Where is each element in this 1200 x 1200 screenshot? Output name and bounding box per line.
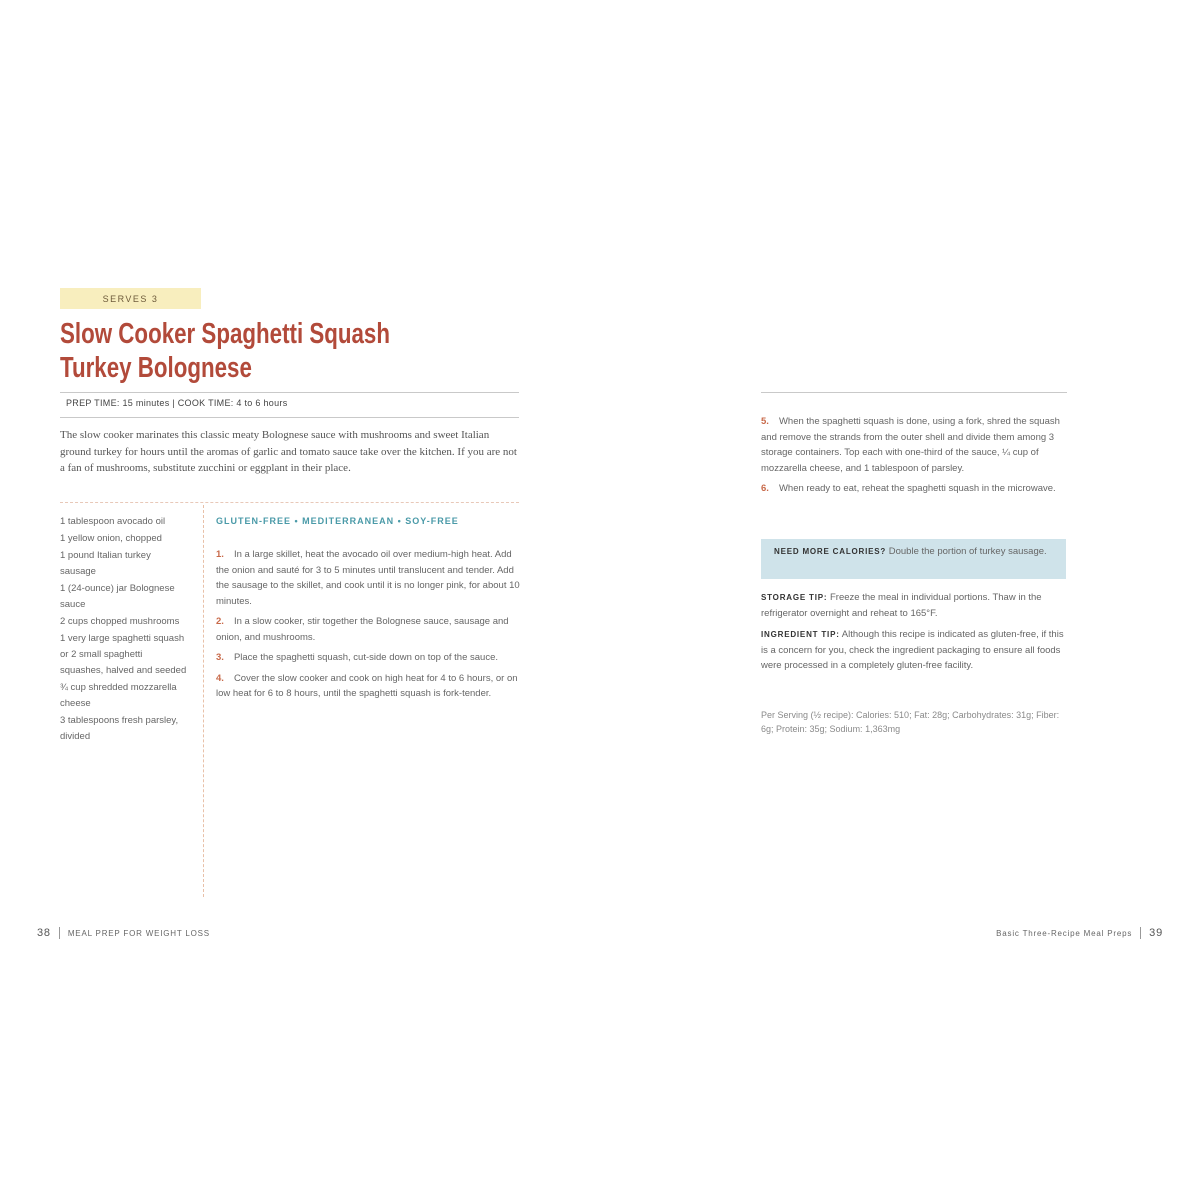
ingredient-item: 2 cups chopped mushrooms [60, 616, 180, 627]
step-number: 6. [761, 483, 769, 494]
ingredient-tip-text: Although this recipe is indicated as gluten-free, if this is a concern for you, check the ingredient packaging to ensure all foods were processed in a completely gluten-free facility. [761, 629, 1064, 671]
callout-text: Double the portion of turkey sausage. [886, 546, 1047, 557]
step-item [761, 481, 1067, 497]
page-number-left: 38 [37, 927, 51, 939]
ingredient-list [60, 514, 188, 746]
step-item [216, 650, 520, 666]
prep-cook-times: PREP TIME: 15 minutes | COOK TIME: 4 to 6 hours [66, 398, 288, 408]
ingredient-item: 1 very large spaghetti squash or 2 small spaghetti squashes, halved and seeded [60, 633, 187, 676]
ingredient-item: 1 tablespoon avocado oil [60, 516, 166, 527]
step-number: 5. [761, 416, 769, 427]
step-text: When ready to eat, reheat the spaghetti squash in the microwave. [778, 483, 1056, 494]
title-divider [60, 392, 519, 393]
folio-separator [59, 927, 60, 939]
right-top-divider [761, 392, 1067, 393]
ingredient-tip [761, 627, 1067, 674]
step-text: Place the spaghetti squash, cut-side down on top of the sauce. [233, 652, 498, 663]
recipe-title-line-2: Turkey Bolognese [60, 352, 252, 384]
right-folio [996, 927, 1163, 939]
intro-divider [60, 502, 519, 503]
step-text: When the spaghetti squash is done, using a fork, shred the squash and remove the strands from the outer shell and divide them among 3 storage containers. Top each with one-third of the sauce, ¼ cup of mozzarella cheese, and 1 tablespoon of parsley. [761, 416, 1060, 474]
storage-tip-label: STORAGE TIP: [761, 593, 828, 602]
ingredient-item: 1 yellow onion, chopped [60, 533, 162, 544]
calorie-callout [761, 539, 1066, 579]
step-list-right [761, 414, 1067, 502]
ingredient-item: ¾ cup shredded mozzarella cheese [60, 682, 177, 709]
serves-badge: SERVES 3 [60, 288, 201, 309]
step-text: In a slow cooker, stir together the Bolognese sauce, sausage and onion, and mushrooms. [216, 616, 509, 643]
step-number: 2. [216, 616, 224, 627]
diet-tags: GLUTEN-FREE • MEDITERRANEAN • SOY-FREE [216, 516, 459, 526]
storage-tip [761, 590, 1067, 621]
times-divider [60, 417, 519, 418]
step-item [761, 414, 1067, 476]
ingredient-tip-label: INGREDIENT TIP: [761, 630, 840, 639]
ingredient-item: 1 pound Italian turkey sausage [60, 550, 151, 577]
section-running-head: Basic Three-Recipe Meal Preps [996, 928, 1133, 938]
step-text: Cover the slow cooker and cook on high heat for 4 to 6 hours, or on low heat for 6 to 8 hours, until the spaghetti squash is fork-tender. [216, 672, 518, 699]
step-text: In a large skillet, heat the avocado oil over medium-high heat. Add the onion and sauté for 3 to 5 minutes until translucent and tender. Add the sausage to the skillet, and cook until it is no longer pink, for about 10 minutes. [216, 549, 520, 607]
book-title-running-head: MEAL PREP FOR WEIGHT LOSS [67, 928, 210, 938]
step-item [216, 614, 520, 645]
column-divider [203, 505, 204, 897]
step-item [216, 547, 520, 609]
step-item [216, 671, 520, 702]
step-list-left [216, 547, 520, 707]
recipe-title-line-1: Slow Cooker Spaghetti Squash [60, 318, 390, 350]
nutrition-info: Per Serving (½ recipe): Calories: 510; Fat: 28g; Carbohydrates: 31g; Fiber: 6g; Protein: 35g; Sodium: 1,363mg [761, 710, 1060, 734]
ingredient-item: 3 tablespoons fresh parsley, divided [60, 715, 179, 742]
ingredient-item: 1 (24-ounce) jar Bolognese sauce [60, 583, 175, 610]
step-number: 3. [216, 652, 224, 663]
step-number: 4. [216, 672, 224, 684]
callout-label: NEED MORE CALORIES? [774, 547, 887, 556]
step-number: 1. [216, 549, 224, 560]
left-folio [37, 927, 210, 939]
recipe-intro: The slow cooker marinates this classic meaty Bolognese sauce with mushrooms and sweet Italian ground turkey for hours until the aromas of garlic and tomato sauce take over the kitchen. If you are not a fan of mushrooms, substitute zucchini or eggplant in their place. [60, 429, 517, 474]
page-number-right: 39 [1149, 927, 1163, 939]
storage-tip-text: Freeze the meal in individual portions. Thaw in the refrigerator overnight and reheat to 165°F. [761, 592, 1042, 619]
recipe-title [60, 317, 390, 385]
folio-separator [1140, 927, 1141, 939]
